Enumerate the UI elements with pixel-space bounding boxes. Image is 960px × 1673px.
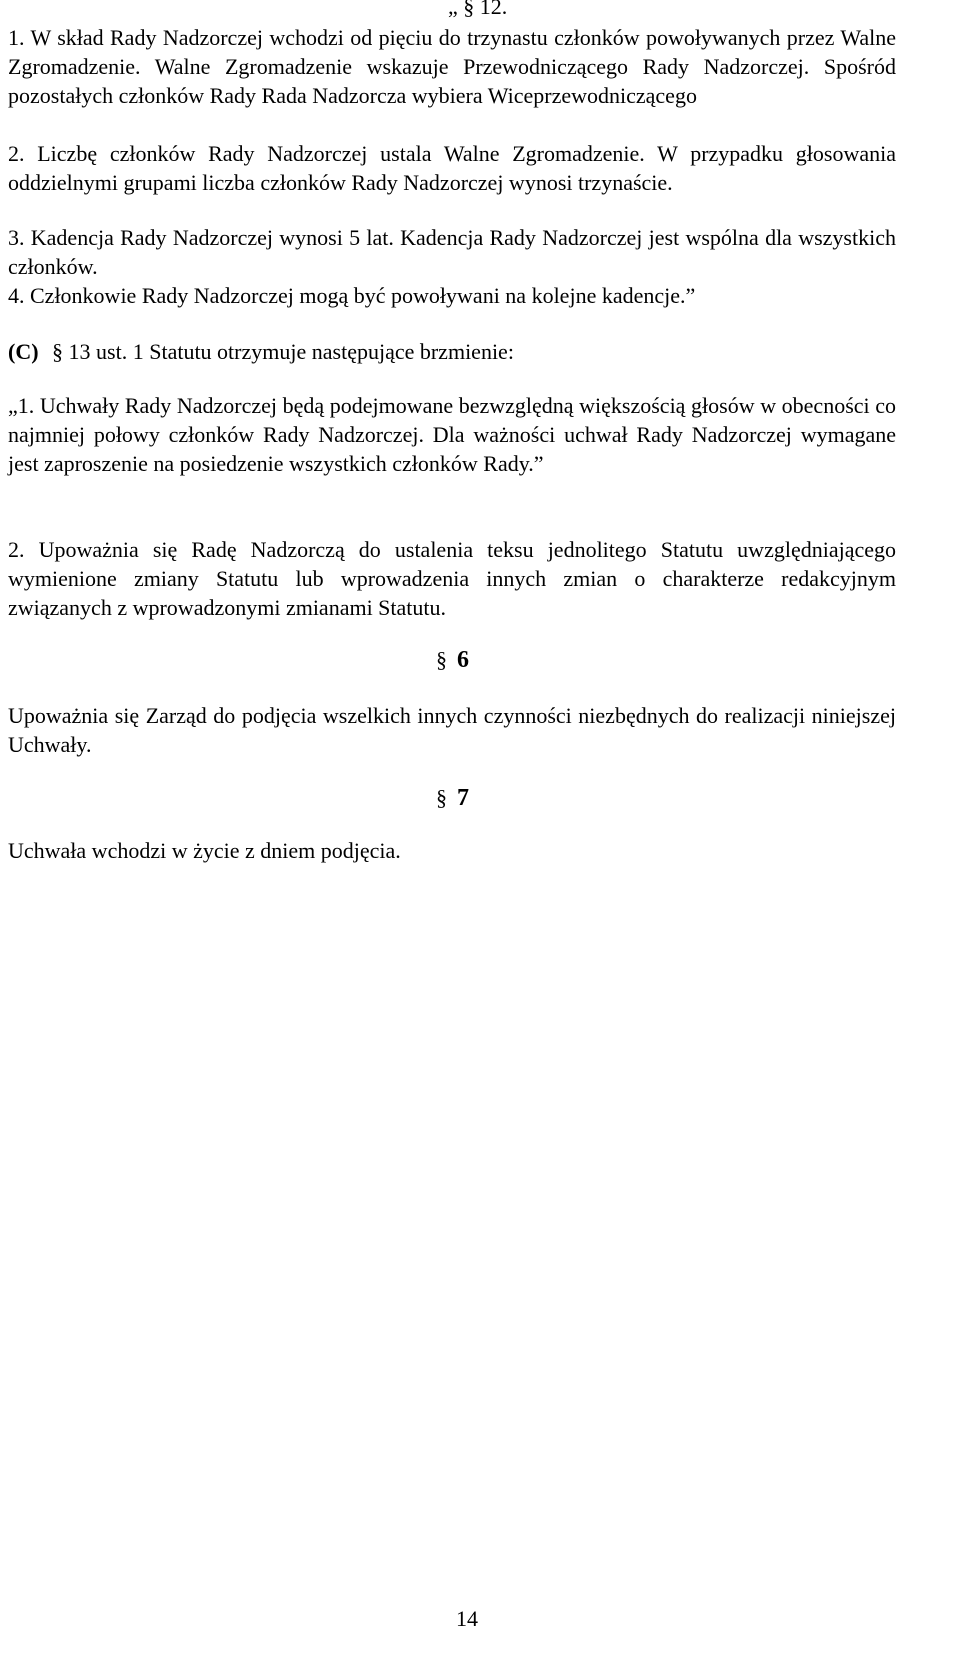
page-number: 14 [456,1606,478,1631]
section-6-text: Upoważnia się Zarząd do podjęcia wszelkich innych czynności niezbędnych do realizacji niniejszej Uchwały. [8,703,896,757]
section-13-point-1: „1. Uchwały Rady Nadzorczej będą podejmowane bezwzględną większością głosów w obecności co najmniej połowy członków Rady Nadzorczej. Dla ważności uchwał Rady Nadzorczej wymagane jest zaproszenie na posiedzenie wszystkich członków Rady.” [8,393,896,476]
section-symbol: § [436,647,447,672]
section-12-heading: „ § 12. [448,0,508,19]
section-7-text: Uchwała wchodzi w życie z dniem podjęcia. [8,838,401,863]
point-c [8,337,514,366]
section-6-number: 6 [457,647,469,673]
section-12-point-2: 2. Liczbę członków Rady Nadzorczej ustala Walne Zgromadzenie. W przypadku głosowania oddzielnymi grupami liczba członków Rady Nadzorczej wynosi trzynaście. [8,141,896,195]
point-c-text: § 13 ust. 1 Statutu otrzymuje następujące brzmienie: [52,339,514,364]
section-12-point-3: 3. Kadencja Rady Nadzorczej wynosi 5 lat. Kadencja Rady Nadzorczej jest wspólna dla wszystkich członków. [8,225,896,279]
section-12-point-1: 1. W skład Rady Nadzorczej wchodzi od pięciu do trzynastu członków powoływanych przez Walne Zgromadzenie. Walne Zgromadzenie wskazuje Przewodniczącego Rady Nadzorczej. Spośród pozostałych członków Rady Rada Nadzorcza wybiera Wiceprzewodniczącego [8,25,896,108]
point-c-label: (C) [8,339,39,364]
section-7-heading [436,785,469,812]
section-6-heading [436,647,469,674]
resolution-point-2: 2. Upoważnia się Radę Nadzorczą do ustalenia teksu jednolitego Statutu uwzględniającego wymienione zmiany Statutu lub wprowadzenia innych zmian o charakterze redakcyjnym związanych z wprowadzonymi zmianami Statutu. [8,537,896,620]
section-12-point-4: 4. Członkowie Rady Nadzorczej mogą być powoływani na kolejne kadencje.” [8,283,696,308]
section-symbol: § [436,785,447,810]
section-7-number: 7 [457,785,469,811]
